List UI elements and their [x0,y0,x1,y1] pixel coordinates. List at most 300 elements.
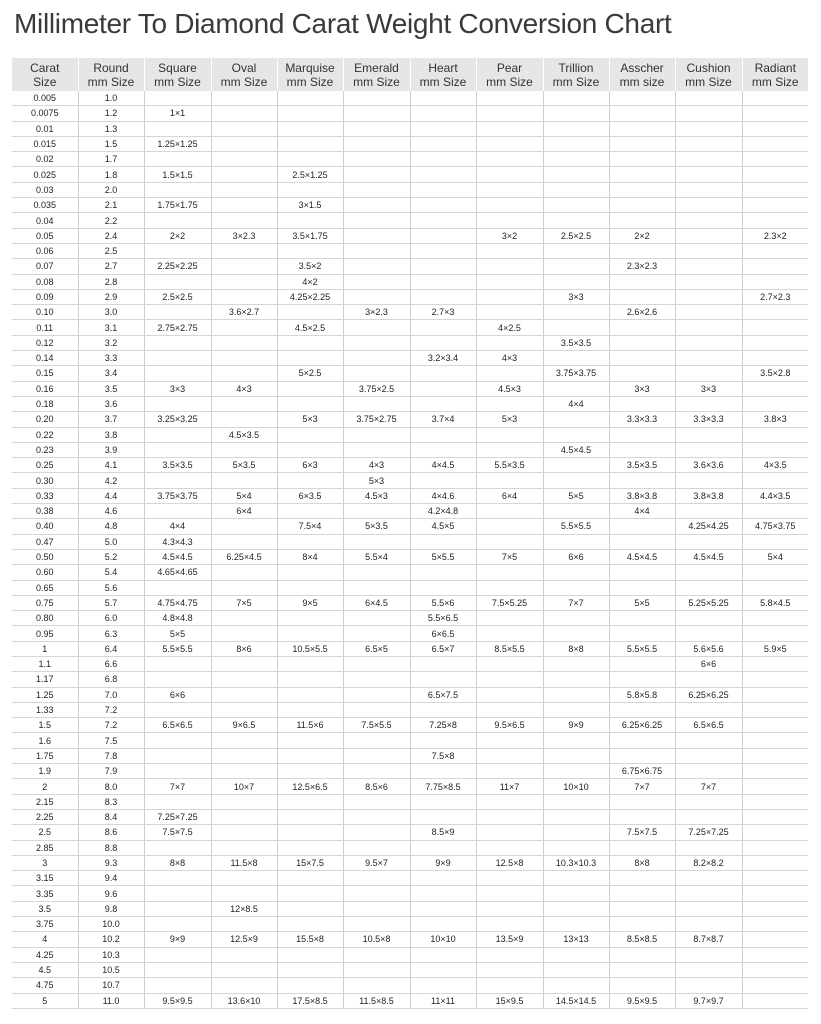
table-cell [476,764,543,779]
table-cell [144,794,211,809]
table-row [12,274,808,289]
table-cell [609,626,675,641]
table-row [12,519,808,534]
table-cell: 7.5×5.25 [476,595,543,610]
table-cell: 6.25×6.25 [609,718,675,733]
table-cell [742,779,808,794]
table-row [12,886,808,901]
table-cell: 3.2 [78,335,144,350]
table-cell [410,886,476,901]
table-cell [343,228,410,243]
table-row [12,901,808,916]
table-cell [277,672,343,687]
table-cell: 3.3 [78,351,144,366]
table-cell [543,748,609,763]
table-cell [410,152,476,167]
table-cell [144,351,211,366]
table-cell: 4.5×4.5 [543,442,609,457]
table-cell [343,962,410,977]
table-cell: 0.035 [12,198,78,213]
table-cell: 10.7 [78,978,144,993]
table-cell [543,412,609,427]
table-cell [277,213,343,228]
table-cell: 9.8 [78,901,144,916]
table-cell [742,687,808,702]
table-row [12,718,808,733]
table-cell [476,901,543,916]
table-cell [144,978,211,993]
table-cell: 0.02 [12,152,78,167]
table-cell: 8×8 [144,855,211,870]
table-cell [343,396,410,411]
table-cell [675,351,742,366]
table-cell: 0.09 [12,289,78,304]
table-cell [277,565,343,580]
table-cell: 2.3×2 [742,228,808,243]
table-cell [410,794,476,809]
table-cell [476,580,543,595]
table-row [12,595,808,610]
table-cell [343,764,410,779]
table-row [12,396,808,411]
table-cell: 0.47 [12,534,78,549]
table-cell: 5×3 [343,473,410,488]
table-cell: 1.0 [78,91,144,106]
table-cell [742,917,808,932]
table-cell [211,626,277,641]
table-cell [211,580,277,595]
table-cell [476,121,543,136]
table-cell: 6×6 [543,549,609,564]
table-cell: 2.15 [12,794,78,809]
table-cell [211,412,277,427]
table-cell [410,672,476,687]
table-cell: 6×6 [675,656,742,671]
table-cell [543,794,609,809]
table-cell: 6.6 [78,656,144,671]
table-row [12,748,808,763]
table-row [12,656,808,671]
table-cell: 14.5×14.5 [543,993,609,1008]
table-cell: 4.75×4.75 [144,595,211,610]
table-row [12,702,808,717]
table-cell: 5×5 [144,626,211,641]
table-cell [543,672,609,687]
table-cell: 1.33 [12,702,78,717]
table-cell [343,534,410,549]
table-cell: 9×9 [543,718,609,733]
table-cell [211,213,277,228]
table-cell: 3 [12,855,78,870]
table-cell [742,947,808,962]
table-cell [543,198,609,213]
table-cell: 9×5 [277,595,343,610]
table-cell: 4×3.5 [742,458,808,473]
table-cell: 6×4 [211,504,277,519]
table-cell [675,978,742,993]
table-cell [410,702,476,717]
table-cell [277,121,343,136]
table-cell: 3.1 [78,320,144,335]
table-cell [343,901,410,916]
table-cell [609,978,675,993]
table-cell: 4.8 [78,519,144,534]
table-cell [211,748,277,763]
table-row [12,243,808,258]
table-cell [675,259,742,274]
table-cell: 6.5×7 [410,641,476,656]
table-cell: 8×4 [277,549,343,564]
table-cell: 3×2.3 [211,228,277,243]
table-cell: 4.5×3 [343,488,410,503]
table-cell [476,611,543,626]
table-cell [742,855,808,870]
table-cell [410,396,476,411]
table-cell [343,427,410,442]
table-cell [144,901,211,916]
column-header-line: Asscher [620,60,664,75]
table-row [12,626,808,641]
table-cell [609,565,675,580]
table-row [12,962,808,977]
table-cell [144,243,211,258]
table-cell: 6×4 [476,488,543,503]
table-cell: 3×3 [144,381,211,396]
table-cell: 7×7 [609,779,675,794]
table-cell [675,611,742,626]
table-cell: 5 [12,993,78,1008]
table-cell: 10×10 [543,779,609,794]
table-cell: 6.5×5 [343,641,410,656]
table-cell: 3.9 [78,442,144,457]
table-cell [277,335,343,350]
table-cell [609,427,675,442]
table-cell [343,259,410,274]
table-cell [144,427,211,442]
table-cell: 0.06 [12,243,78,258]
table-row [12,764,808,779]
table-cell: 1.8 [78,167,144,182]
table-cell [410,167,476,182]
table-cell: 7.5×5.5 [343,718,410,733]
table-cell: 4×2.5 [476,320,543,335]
table-cell [742,381,808,396]
column-header [675,58,742,91]
table-cell: 7.5×8 [410,748,476,763]
table-cell: 8.5×5.5 [476,641,543,656]
table-cell [675,320,742,335]
table-cell [476,702,543,717]
table-cell [543,733,609,748]
table-cell: 3.25×3.25 [144,412,211,427]
table-cell: 12.5×8 [476,855,543,870]
table-cell: 7.0 [78,687,144,702]
table-cell: 4.25 [12,947,78,962]
table-cell: 5×5.5 [410,549,476,564]
table-cell: 2.7×3 [410,305,476,320]
table-cell: 13×13 [543,932,609,947]
table-cell: 10×10 [410,932,476,947]
table-cell: 5.6×5.6 [675,641,742,656]
table-cell: 3.5×2.8 [742,366,808,381]
table-cell: 8.5×6 [343,779,410,794]
table-cell [543,886,609,901]
table-cell [543,626,609,641]
table-cell: 5×3.5 [343,519,410,534]
table-cell: 4.5×3 [476,381,543,396]
column-header [211,58,277,91]
table-cell [410,840,476,855]
table-cell [476,427,543,442]
table-cell [211,672,277,687]
table-cell [609,901,675,916]
table-cell [543,167,609,182]
table-cell [742,243,808,258]
table-cell [609,840,675,855]
table-row [12,213,808,228]
table-cell: 2.6×2.6 [609,305,675,320]
table-cell: 2.2 [78,213,144,228]
table-cell: 10.0 [78,917,144,932]
table-cell: 8.5×9 [410,825,476,840]
table-row [12,182,808,197]
table-cell: 3.6×2.7 [211,305,277,320]
table-cell [211,687,277,702]
table-cell [675,213,742,228]
table-cell: 4.6 [78,504,144,519]
table-cell: 4 [12,932,78,947]
table-cell: 5.2 [78,549,144,564]
table-cell: 5.5×6.5 [410,611,476,626]
table-row [12,779,808,794]
table-cell: 4.75×3.75 [742,519,808,534]
table-cell [609,396,675,411]
table-cell [211,259,277,274]
table-cell [742,871,808,886]
table-row [12,917,808,932]
table-cell [211,871,277,886]
table-cell [543,825,609,840]
table-cell [343,840,410,855]
table-cell [675,917,742,932]
table-row [12,534,808,549]
table-cell: 9.3 [78,855,144,870]
table-cell [144,764,211,779]
table-cell: 9.5×9.5 [144,993,211,1008]
table-cell [410,228,476,243]
table-cell [211,198,277,213]
table-row [12,198,808,213]
table-cell [277,152,343,167]
table-cell [476,198,543,213]
table-cell [144,962,211,977]
table-cell: 10.5×5.5 [277,641,343,656]
table-cell: 3.75 [12,917,78,932]
table-cell: 3.75×3.75 [543,366,609,381]
table-cell: 1.2 [78,106,144,121]
table-cell: 11.5×8 [211,855,277,870]
table-cell [211,962,277,977]
table-cell [609,917,675,932]
table-cell: 4.65×4.65 [144,565,211,580]
table-cell: 0.10 [12,305,78,320]
table-cell: 9×9 [144,932,211,947]
table-cell: 11×11 [410,993,476,1008]
table-cell [343,182,410,197]
table-cell: 2.9 [78,289,144,304]
table-cell [410,656,476,671]
table-cell [609,442,675,457]
table-cell [675,580,742,595]
table-cell: 4×2 [277,274,343,289]
table-cell [675,228,742,243]
table-cell [742,580,808,595]
table-cell: 7.5 [78,733,144,748]
table-cell: 3×2.3 [343,305,410,320]
table-cell [343,687,410,702]
table-cell [277,427,343,442]
table-cell [675,809,742,824]
table-cell [543,687,609,702]
table-cell [675,565,742,580]
table-cell: 8.7×8.7 [675,932,742,947]
table-cell: 4×4 [144,519,211,534]
table-cell: 3×3 [675,381,742,396]
table-cell: 7.5×7.5 [609,825,675,840]
table-cell: 2.4 [78,228,144,243]
table-cell [343,198,410,213]
table-cell: 10×7 [211,779,277,794]
table-cell: 6.0 [78,611,144,626]
table-cell: 2 [12,779,78,794]
table-cell: 7×5 [211,595,277,610]
column-header-line: mm Size [419,74,467,89]
table-cell: 5×5 [609,595,675,610]
table-cell [144,886,211,901]
table-cell [144,274,211,289]
table-cell [609,335,675,350]
table-cell [144,504,211,519]
table-cell [410,213,476,228]
table-cell [343,320,410,335]
table-cell [343,351,410,366]
table-cell [543,274,609,289]
table-cell: 3.75×2.5 [343,381,410,396]
table-cell: 5.5×6 [410,595,476,610]
table-cell: 6.5×7.5 [410,687,476,702]
table-cell: 17.5×8.5 [277,993,343,1008]
column-header [742,58,808,91]
table-cell [675,182,742,197]
table-cell [144,840,211,855]
table-cell [476,840,543,855]
table-cell [675,121,742,136]
table-cell [543,259,609,274]
table-cell [144,702,211,717]
table-cell [675,534,742,549]
column-header [12,58,78,91]
table-cell: 6×3.5 [277,488,343,503]
table-cell [543,871,609,886]
table-cell [476,136,543,151]
table-row [12,871,808,886]
table-cell [742,672,808,687]
table-cell [277,243,343,258]
table-row [12,167,808,182]
table-cell: 6.3 [78,626,144,641]
column-header-line: Square [158,60,197,75]
table-cell [410,733,476,748]
table-cell [609,289,675,304]
table-cell: 5×2.5 [277,366,343,381]
table-cell: 2.8 [78,274,144,289]
table-cell [476,871,543,886]
table-cell [410,381,476,396]
table-cell: 3.75×3.75 [144,488,211,503]
table-cell [543,136,609,151]
table-row [12,488,808,503]
table-cell [675,840,742,855]
table-cell [410,901,476,916]
table-cell [543,901,609,916]
table-cell [211,473,277,488]
table-cell [277,91,343,106]
table-cell [476,366,543,381]
table-cell [609,167,675,182]
column-header-line: mm Size [87,74,135,89]
table-row [12,672,808,687]
table-cell: 6×6.5 [410,626,476,641]
table-row [12,305,808,320]
table-cell [742,396,808,411]
table-cell [742,932,808,947]
column-header [609,58,675,91]
column-header [78,58,144,91]
table-cell [277,106,343,121]
table-cell [476,213,543,228]
table-cell: 4×3 [343,458,410,473]
table-cell [277,534,343,549]
table-cell: 3.5 [12,901,78,916]
table-cell [543,243,609,258]
table-cell [343,289,410,304]
table-cell [742,993,808,1008]
table-cell [675,748,742,763]
table-cell [343,733,410,748]
table-cell [410,534,476,549]
table-cell: 8.5×8.5 [609,932,675,947]
table-cell [609,366,675,381]
table-cell [742,534,808,549]
table-cell: 6.4 [78,641,144,656]
table-body [12,91,808,1008]
table-cell: 11.0 [78,993,144,1008]
table-cell: 1.5 [12,718,78,733]
table-cell [742,106,808,121]
table-cell [476,442,543,457]
table-cell [144,947,211,962]
table-cell: 0.65 [12,580,78,595]
table-cell [410,962,476,977]
table-cell [277,351,343,366]
table-cell: 5.8×5.8 [609,687,675,702]
table-cell: 5.4 [78,565,144,580]
table-cell [675,442,742,457]
table-cell [211,274,277,289]
table-cell [609,733,675,748]
table-cell [277,381,343,396]
table-cell: 11.5×8.5 [343,993,410,1008]
